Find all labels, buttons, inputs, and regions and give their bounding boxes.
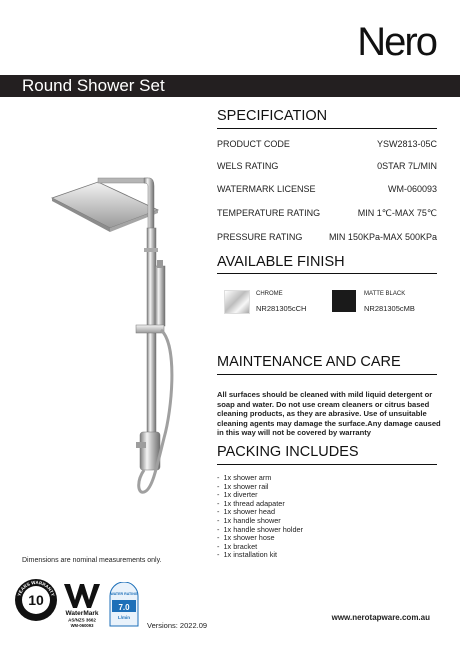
list-item: - 1x thread adapater xyxy=(217,498,285,508)
spec-label-pressure-rating: PRESSURE RATING xyxy=(217,232,303,242)
watermark-label: WaterMark xyxy=(65,610,99,617)
finish-code-matte-black: NR281305cMB xyxy=(364,304,415,313)
spec-value-product-code: YSW2813-05C xyxy=(376,139,437,149)
finish-name-chrome: CHROME xyxy=(256,291,283,297)
spec-value-temperature-rating: MIN 1℃-MAX 75℃ xyxy=(357,208,437,218)
maintenance-heading: MAINTENANCE AND CARE xyxy=(217,354,401,370)
finish-divider xyxy=(217,273,437,274)
finish-heading: AVAILABLE FINISH xyxy=(217,254,345,270)
shower-head xyxy=(52,182,158,232)
version-text: Versions: 2022.09 xyxy=(147,621,208,630)
watermark-license-badge: WM-060093 xyxy=(70,623,94,628)
warranty-badge-icon xyxy=(14,578,58,622)
spec-label-temperature-rating: TEMPERATURE RATING xyxy=(217,208,321,218)
wels-unit: L/min xyxy=(118,615,130,620)
warranty-years: 10 xyxy=(28,592,44,608)
specification-heading: SPECIFICATION xyxy=(217,108,328,124)
spec-label-wels-rating: WELS RATING xyxy=(217,161,279,171)
wels-rating-badge-icon xyxy=(108,582,140,628)
watermark-standard: AS/NZS 3662 xyxy=(68,617,96,623)
website-link[interactable]: www.nerotapware.com.au xyxy=(331,613,430,622)
chrome-swatch xyxy=(224,290,250,314)
finish-code-chrome: NR281305cCH xyxy=(256,304,307,313)
product-title: Round Shower Set xyxy=(22,76,165,95)
dimensions-note: Dimensions are nominal measurements only. xyxy=(22,557,162,564)
warranty-text: YEARS WARRANTY xyxy=(16,579,56,597)
spec-value-watermark-license: WM-060093 xyxy=(387,184,437,194)
handle-shower-holder xyxy=(136,325,164,333)
list-item: - 1x handle shower xyxy=(217,515,281,525)
shower-rail xyxy=(147,228,156,448)
spec-label-watermark-license: WATERMARK LICENSE xyxy=(217,184,316,194)
list-item: - 1x bracket xyxy=(217,541,258,551)
maintenance-text: All surfaces should be cleaned with mild liquid detergent or soap and water. Do not use cream cleaners or citrus based cleaning products, as they are abrasive. Use of unsuitable cleaning agents may damage the surface.Any damage caused in this way will not be covered by warranty xyxy=(217,390,441,437)
brand-logo: Nero xyxy=(357,20,436,64)
matte-black-swatch xyxy=(332,290,356,312)
packing-list xyxy=(217,474,303,560)
list-item: - 1x diverter xyxy=(217,490,258,500)
list-item: - 1x shower hose xyxy=(217,533,275,543)
finish-name-matte-black: MATTE BLACK xyxy=(364,291,406,297)
title-bar xyxy=(0,75,460,97)
list-item: - 1x shower rail xyxy=(217,481,269,491)
list-item: - 1x installation kit xyxy=(217,550,278,560)
maintenance-divider xyxy=(217,374,437,375)
wels-value: 7.0 xyxy=(118,603,130,612)
list-item: - 1x shower arm xyxy=(217,473,272,482)
hand-shower xyxy=(155,260,165,326)
wels-top-label: WATER RATING xyxy=(110,592,138,596)
bracket xyxy=(144,248,158,252)
shower-set-illustration xyxy=(40,170,180,510)
spec-value-wels-rating: 0STAR 7L/MIN xyxy=(377,161,437,171)
packing-divider xyxy=(217,464,437,465)
spec-value-pressure-rating: MIN 150KPa-MAX 500KPa xyxy=(328,232,437,242)
spec-label-product-code: PRODUCT CODE xyxy=(217,139,290,149)
specification-divider xyxy=(217,128,437,129)
packing-heading: PACKING INCLUDES xyxy=(217,444,359,460)
watermark-logo-icon xyxy=(60,582,104,630)
list-item: - 1x shower head xyxy=(217,507,276,517)
list-item: - 1x handle shower holder xyxy=(217,524,304,534)
